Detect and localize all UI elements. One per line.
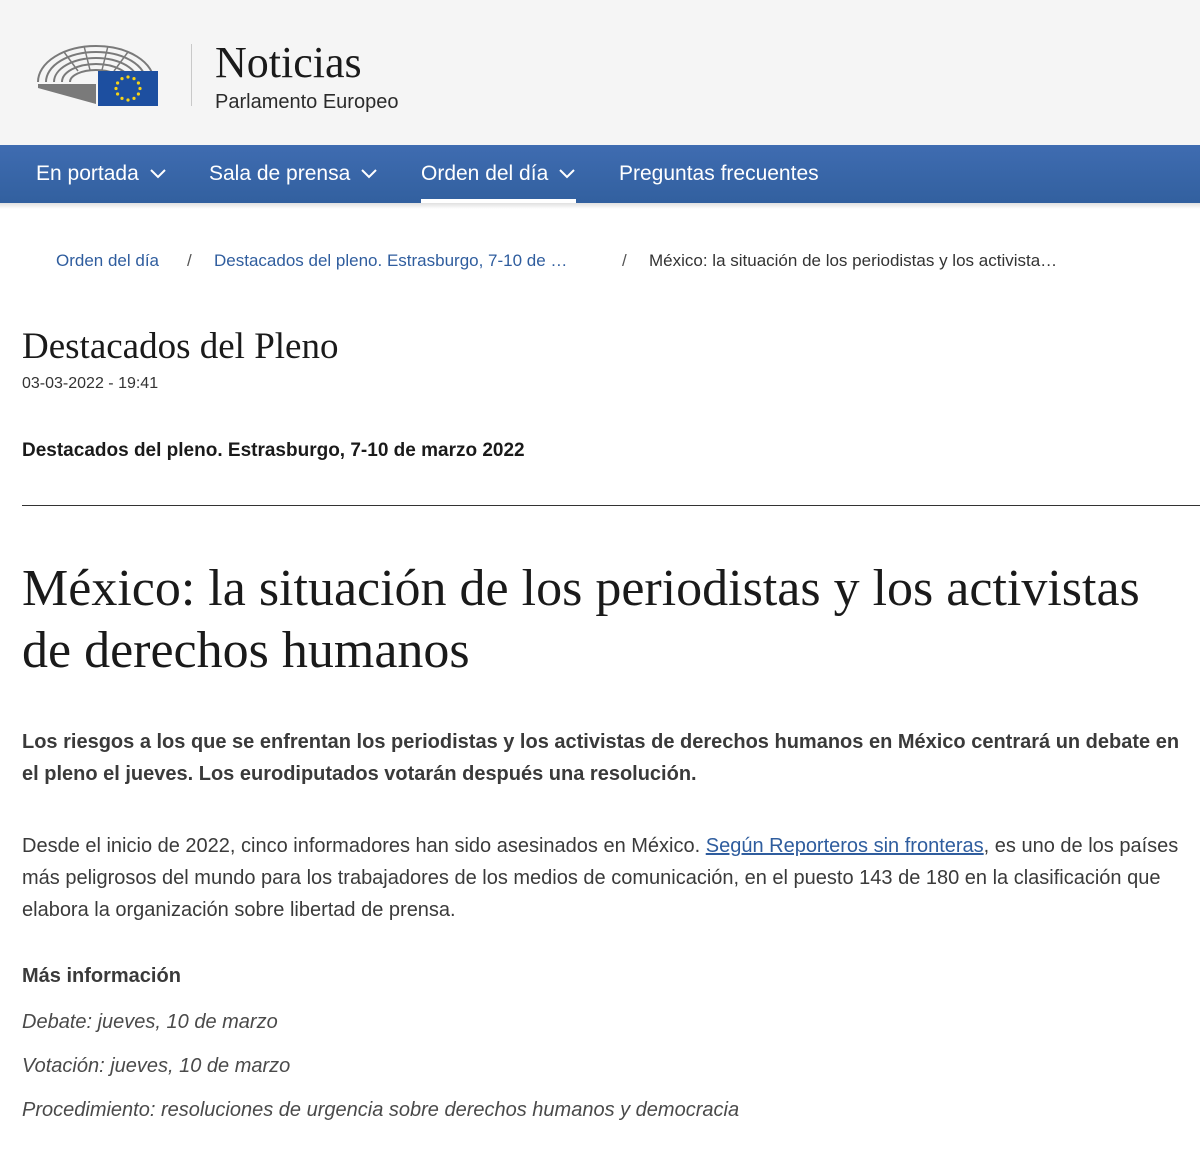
main-nav [0,145,1200,203]
breadcrumb-separator: / [622,251,627,270]
article-body [22,830,1187,926]
breadcrumb [0,248,1200,274]
reporteros-sin-fronteras-link[interactable]: Según Reporteros sin fronteras [705,835,984,857]
chevron-down-icon [360,144,378,202]
nav-shadow [0,203,1200,209]
divider [22,505,1200,506]
more-info-procedimiento: Procedimiento: resoluciones de urgencia sobre derechos humanos y democracia [22,1099,740,1121]
site-subtitle: Parlamento Europeo [215,91,399,113]
more-info-debate: Debate: jueves, 10 de marzo [22,1011,278,1033]
nav-item-sala-de-prensa[interactable] [209,145,378,203]
breadcrumb-current: México: la situación de los periodistas y los activista… [649,251,1058,270]
european-parliament-logo-icon[interactable] [34,38,160,106]
header-divider [191,44,192,106]
more-info-heading: Más información [22,965,181,987]
section-title: Destacados del Pleno [22,326,339,367]
breadcrumb-link-orden-del-dia[interactable]: Orden del día [56,251,160,270]
session-title: Destacados del pleno. Estrasburgo, 7-10 de marzo 2022 [22,440,525,461]
more-info-votacion: Votación: jueves, 10 de marzo [22,1055,291,1077]
breadcrumb-link-destacados[interactable]: Destacados del pleno. Estrasburgo, 7-10 de … [214,251,568,270]
chevron-down-icon [558,144,576,202]
article-lead: Los riesgos a los que se enfrentan los periodistas y los activistas de derechos humanos en México centrará un debate en el pleno el jueves. Los eurodiputados votarán después una resolución. [22,731,1180,785]
nav-item-label: Preguntas frecuentes [619,162,819,185]
nav-item-preguntas-frecuentes[interactable] [619,145,819,203]
site-header [0,0,1200,145]
body-text-part: , es uno de los países más peligrosos del mundo para los trabajadores de los medios de comunicación, en el puesto 143 de 180 en la clasificación que elabora la organización sobre libertad de prensa. [22,835,1179,921]
nav-item-label: Sala de prensa [209,162,351,185]
site-title[interactable]: Noticias [215,38,362,87]
nav-item-label: En portada [36,162,139,185]
publication-date: 03-03-2022 - 19:41 [22,375,159,392]
nav-item-orden-del-dia[interactable] [421,145,576,203]
nav-item-en-portada[interactable] [36,145,167,203]
body-text-part: Desde el inicio de 2022, cinco informadores han sido asesinados en México. [22,835,706,857]
chevron-down-icon [149,144,167,202]
article-title: México: la situación de los periodistas y los activistas de derechos humanos [22,560,1140,679]
breadcrumb-separator: / [187,251,192,270]
nav-item-label: Orden del día [421,162,549,185]
